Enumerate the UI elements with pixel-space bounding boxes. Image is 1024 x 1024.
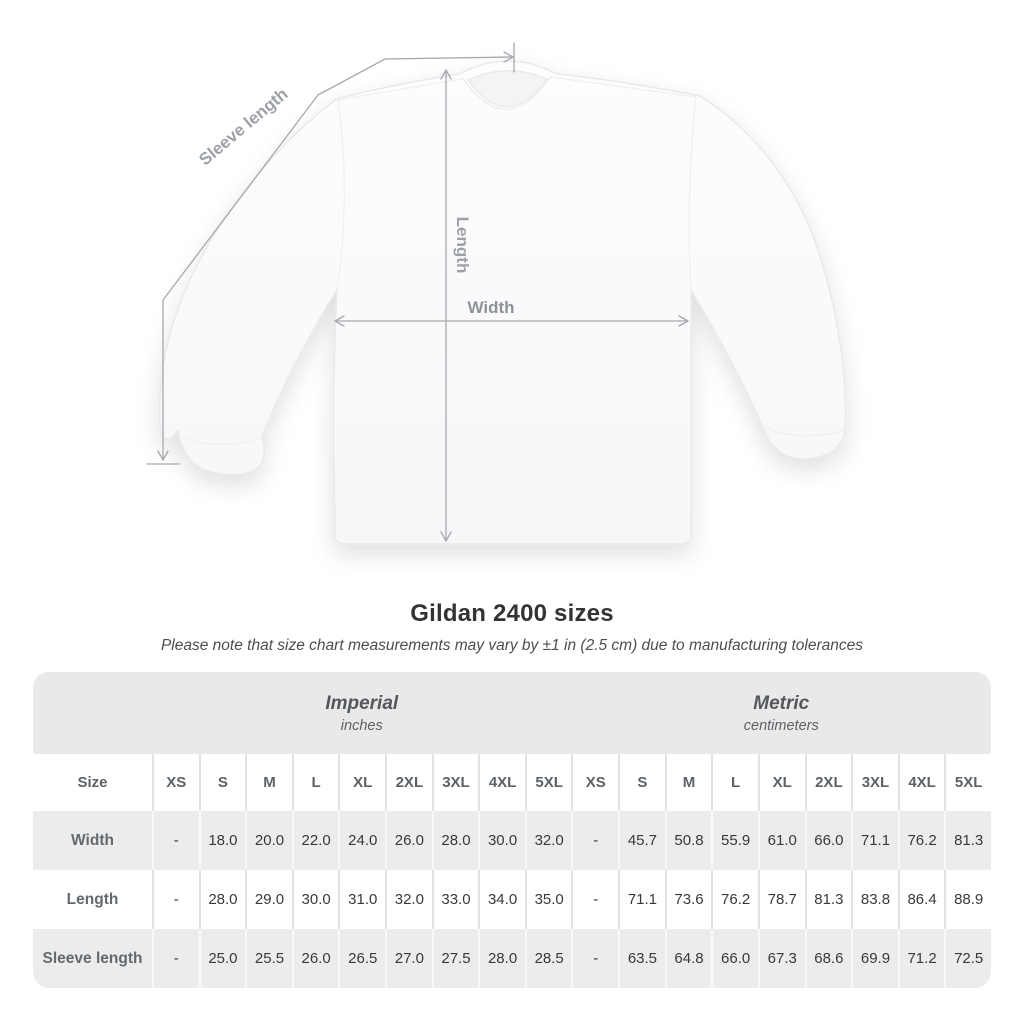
unit-band	[33, 672, 991, 754]
size-column-header: L	[292, 754, 339, 811]
measurement-cell: 30.0	[292, 870, 339, 929]
measurement-cell: 20.0	[245, 811, 292, 870]
size-column-header: 2XL	[385, 754, 432, 811]
length-label: Length	[453, 216, 472, 274]
measurement-cell: 31.0	[338, 870, 385, 929]
measurement-cell: 24.0	[338, 811, 385, 870]
measurement-cell: 26.0	[292, 929, 339, 988]
measurement-cell: 81.3	[805, 870, 852, 929]
unit-group-metric	[572, 672, 992, 754]
measurement-cell: 50.8	[665, 811, 712, 870]
measurement-cell: 22.0	[292, 811, 339, 870]
measurement-cell: 45.7	[618, 811, 665, 870]
measurement-cell: 61.0	[758, 811, 805, 870]
measurement-cell: 28.5	[525, 929, 572, 988]
row-label: Sleeve length	[42, 949, 143, 967]
size-column-header: XS	[152, 754, 199, 811]
size-column-header: 5XL	[944, 754, 991, 811]
size-column-header: 4XL	[478, 754, 525, 811]
measurement-cell: 86.4	[898, 870, 945, 929]
measurement-cell: 71.1	[618, 870, 665, 929]
measurement-cell: 28.0	[199, 870, 246, 929]
size-column-header: M	[245, 754, 292, 811]
measurement-cell: 64.8	[665, 929, 712, 988]
measurement-cell: 71.2	[898, 929, 945, 988]
size-column-header: 3XL	[851, 754, 898, 811]
measurement-cell: 73.6	[665, 870, 712, 929]
imperial-label: Imperial	[325, 692, 399, 714]
table-row	[33, 811, 991, 870]
measurement-cell: -	[152, 929, 199, 988]
table-body	[33, 811, 991, 988]
measurement-cell: -	[152, 870, 199, 929]
measurement-cell: 25.0	[199, 929, 246, 988]
measurement-cell: 83.8	[851, 870, 898, 929]
page-title: Gildan 2400 sizes	[410, 600, 614, 627]
tolerance-note: Please note that size chart measurements may vary by ±1 in (2.5 cm) due to manufacturing tolerances	[160, 637, 864, 654]
measurement-cell: -	[571, 870, 618, 929]
size-column-header: 2XL	[805, 754, 852, 811]
measurement-cell: 27.5	[432, 929, 479, 988]
measurement-cell: 28.0	[432, 811, 479, 870]
sleeve-length-label: Sleeve length	[195, 84, 292, 170]
measurement-cell: 78.7	[758, 870, 805, 929]
measurement-cell: 76.2	[898, 811, 945, 870]
size-corner-header: Size	[77, 774, 108, 791]
measurement-cell: 26.5	[338, 929, 385, 988]
measurement-cell: 28.0	[478, 929, 525, 988]
size-column-header: XS	[571, 754, 618, 811]
metric-label: Metric	[753, 692, 810, 714]
measurement-cell: 55.9	[711, 811, 758, 870]
imperial-sublabel: inches	[340, 717, 383, 734]
measurement-cell: 72.5	[944, 929, 991, 988]
measurement-cell: 29.0	[245, 870, 292, 929]
row-label: Length	[66, 890, 119, 908]
measurement-cell: 66.0	[805, 811, 852, 870]
size-column-header: XL	[338, 754, 385, 811]
measurement-cell: 33.0	[432, 870, 479, 929]
size-column-header: 4XL	[898, 754, 945, 811]
size-column-header: XL	[758, 754, 805, 811]
measurement-cell: 32.0	[525, 811, 572, 870]
measurement-cell: 76.2	[711, 870, 758, 929]
measurement-cell: -	[571, 929, 618, 988]
measurement-cell: 26.0	[385, 811, 432, 870]
measurement-cell: 34.0	[478, 870, 525, 929]
size-table	[33, 672, 991, 988]
measurement-cell: 25.5	[245, 929, 292, 988]
measurement-cell: 69.9	[851, 929, 898, 988]
width-label: Width	[467, 298, 515, 317]
size-column-header: L	[711, 754, 758, 811]
size-column-header: S	[618, 754, 665, 811]
table-header-row	[33, 754, 991, 811]
measurement-cell: 63.5	[618, 929, 665, 988]
measurement-cell: 67.3	[758, 929, 805, 988]
measurement-cell: 32.0	[385, 870, 432, 929]
size-column-header: 3XL	[432, 754, 479, 811]
measurement-cell: -	[571, 811, 618, 870]
measurement-cell: 30.0	[478, 811, 525, 870]
unit-group-imperial	[152, 672, 572, 754]
measurement-cell: 81.3	[944, 811, 991, 870]
measurement-cell: 71.1	[851, 811, 898, 870]
row-label: Width	[71, 831, 114, 849]
measurement-cell: 27.0	[385, 929, 432, 988]
measurement-cell: 66.0	[711, 929, 758, 988]
table-row	[33, 870, 991, 929]
size-column-header: M	[665, 754, 712, 811]
metric-sublabel: centimeters	[743, 717, 819, 734]
band-spacer	[33, 672, 152, 754]
size-column-header: 5XL	[525, 754, 572, 811]
measurement-cell: 18.0	[199, 811, 246, 870]
measurement-cell: 88.9	[944, 870, 991, 929]
measurement-cell: 35.0	[525, 870, 572, 929]
table-row	[33, 929, 991, 988]
measurement-cell: 68.6	[805, 929, 852, 988]
size-column-header: S	[199, 754, 246, 811]
measurement-cell: -	[152, 811, 199, 870]
